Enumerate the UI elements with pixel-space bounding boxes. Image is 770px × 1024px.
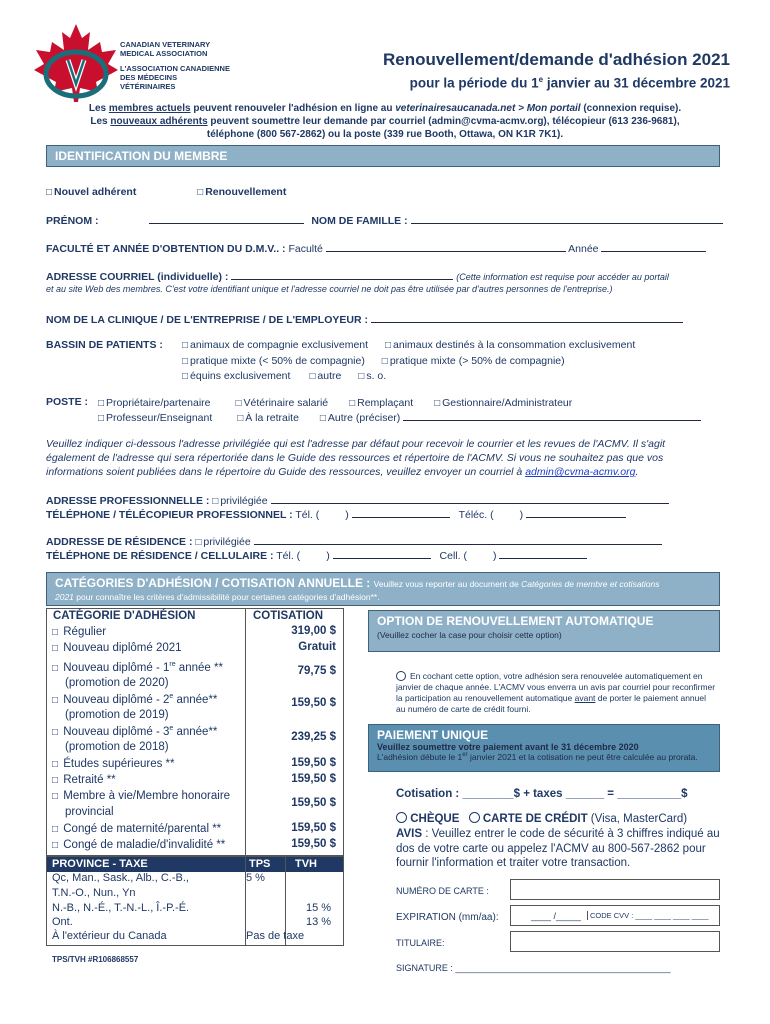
intro-text: Les membres actuels peuvent renouveler l'adhésion en ligne au veterinairesaucanada.net > Mon portail (connexion requise). Les nouveaux adhérents peuvent soumettre leur demande par courriel (admin@cvma-acmv.org), télécopieur (613 236-9681), téléphone (800 567-2862) ou la poste (339 rue Booth, Ottawa, ON K1R 7K1). [88, 103, 682, 140]
patients-mixed-gt-checkbox[interactable]: □ [381, 355, 388, 367]
patients-options: □ animaux de compagnie exclusivement □ animaux destinés à la consommation exclusivement □ pratique mixte (< 50% de compagnie) □ pratique mixte (> 50% de compagnie) □ équins exclusivement □ autre □ s. o. [182, 339, 636, 382]
poste-other-field[interactable] [403, 411, 701, 421]
category-fee: 159,50 $ [291, 757, 336, 769]
poste-locum-checkbox[interactable]: □ [349, 398, 356, 409]
cheque-radio[interactable] [396, 812, 407, 823]
poste-manager-checkbox[interactable]: □ [434, 398, 441, 409]
category-row: □ Retraité ** [52, 774, 116, 786]
category-row: □ Nouveau diplômé 2021 [52, 642, 182, 654]
category-fee: 159,50 $ [291, 773, 336, 785]
pro-phone-row: TÉLÉPHONE / TÉLÉCOPIEUR PROFESSIONNEL : Tél. ( ) Téléc. ( ) [46, 508, 626, 521]
tax-row-tvh: 15 % [306, 902, 332, 914]
payment-method: CHÈQUE CARTE DE CRÉDIT (Visa, MasterCard) [396, 812, 687, 825]
home-preferred-checkbox[interactable]: □ [195, 537, 202, 548]
category-row: □ Congé de maladie/d'invalidité ** [52, 839, 226, 851]
renewal-checkbox[interactable]: □ [197, 187, 204, 198]
patients-companion-checkbox[interactable]: □ [182, 340, 189, 351]
cell-phone-field[interactable] [499, 549, 587, 559]
category-col-header: CATÉGORIE D'ADHÉSION [53, 610, 196, 622]
category-checkbox[interactable]: □ [52, 643, 59, 654]
faculty-row: FACULTÉ ET ANNÉE D'OBTENTION DU D.M.V.. : Faculté Année [46, 242, 706, 255]
patients-other-checkbox[interactable]: □ [309, 371, 316, 382]
pro-preferred-checkbox[interactable]: □ [212, 496, 219, 507]
category-fee: 319,00 $ [291, 625, 336, 637]
poste-retired-checkbox[interactable]: □ [237, 413, 244, 424]
last-name-field[interactable] [411, 214, 723, 224]
cvv-field[interactable]: CODE CVV : ____ ____ ____ ____ [587, 911, 708, 920]
pro-address-row: ADRESSE PROFESSIONNELLE : □ privilégiée [46, 494, 669, 507]
first-name-field[interactable] [149, 214, 304, 224]
poste-owner-checkbox[interactable]: □ [98, 398, 105, 409]
category-fee: 159,50 $ [291, 838, 336, 850]
membership-type: □ Nouvel adhérent □ Renouvellement [46, 186, 287, 198]
category-row: □ Congé de maternité/parental ** [52, 823, 222, 835]
home-phone-field[interactable] [333, 549, 431, 559]
faculty-field[interactable] [326, 242, 566, 252]
card-radio[interactable] [469, 812, 480, 823]
poste-options: □ Propriétaire/partenaire □ Vétérinaire salarié □ Remplaçant □ Gestionnaire/Administrateur □ Professeur/Enseignant □ À la retraite □ Autre (préciser) [98, 396, 701, 426]
new-member-checkbox[interactable]: □ [46, 187, 53, 198]
category-checkbox[interactable]: □ [52, 759, 59, 770]
payment-header: PAIEMENT UNIQUE Veuillez soumettre votre paiement avant le 31 décembre 2020 L'adhésion débute le 1er janvier 2021 et la cotisation ne peut être calculée au prorata. [368, 724, 720, 772]
maple-leaf-logo-icon [30, 22, 122, 102]
auto-renew-text: En cochant cette option, votre adhésion sera renouvelée automatiquement en janvier de chaque année. L'ACMV vous enverra un avis par courriel pour reconfirmer la participation au renouvellement automatique avant de porter le paiement annuel au numéro de carte de crédit fourni. [396, 671, 716, 714]
poste-salaried-checkbox[interactable]: □ [235, 398, 242, 409]
tax-registration: TPS/TVH #R106868557 [52, 955, 139, 964]
holder-label: TITULAIRE: [396, 938, 445, 948]
tax-tps-header: TPS [249, 858, 271, 870]
auto-renew-header: OPTION DE RENOUVELLEMENT AUTOMATIQUE (Veuillez cocher la case pour choisir cette option) [368, 610, 720, 652]
tax-row-province: T.N.-O., Nun., Yn [52, 887, 136, 899]
tax-row-tps: Pas de taxe [246, 930, 305, 942]
category-fee: 159,50 $ [291, 697, 336, 709]
signature-line[interactable]: SIGNATURE : ___________________________________________ [396, 963, 671, 973]
holder-field[interactable] [510, 931, 720, 952]
pro-phone-field[interactable] [352, 508, 450, 518]
category-checkbox[interactable]: □ [52, 726, 59, 738]
patients-food-checkbox[interactable]: □ [384, 340, 392, 351]
card-number-label: NUMÉRO DE CARTE : [396, 886, 489, 896]
tax-tvh-header: TVH [295, 858, 317, 870]
email-note: et au site Web des membres. C'est votre identifiant unique et l'adresse courriel ne doit pas être utilisée par d'autres personnes de l'entreprise.) [46, 284, 613, 294]
home-address-field[interactable] [254, 535, 662, 545]
page-subtitle: pour la période du 1e janvier au 31 décembre 2021 [409, 75, 730, 91]
home-phone-row: TÉLÉPHONE DE RÉSIDENCE / CELLULAIRE : Tél. ( ) Cell. ( ) [46, 549, 587, 562]
cotisation-calc: Cotisation : ________$ + taxes ______ = __________$ [396, 788, 688, 800]
category-checkbox[interactable]: □ [52, 694, 59, 706]
category-checkbox[interactable]: □ [52, 775, 59, 786]
tax-row-province: À l'extérieur du Canada [52, 930, 167, 942]
email-field[interactable] [231, 270, 453, 280]
fee-col-header: COTISATION [253, 610, 324, 622]
cvma-logo [30, 22, 230, 102]
tax-row-province: N.-B., N.-É., T.-N.-L., Î.-P.-É. [52, 902, 190, 914]
categories-section-header: CATÉGORIES D'ADHÉSION / COTISATION ANNUELLE : Veuillez vous reporter au document de Catégories de membre et cotisations 2021 pour connaître les critères d'admissibilité pour certaines catégories d'adhésion**. [46, 572, 720, 606]
admin-email-link[interactable]: admin@cvma-acmv.org [525, 466, 636, 478]
tax-row-province: Ont. [52, 916, 73, 928]
avis-text: AVIS : Veuillez entrer le code de sécurité à 3 chiffres indiqué au dos de votre carte ou appelez l'ACMV au 800-567-2862 pour fournir l'information et traiter votre transaction. [396, 828, 720, 869]
category-row: □ Études supérieures ** [52, 758, 175, 770]
tax-row-province: Qc, Man., Sask., Alb., C.-B., [52, 872, 189, 884]
clinic-field[interactable] [371, 313, 683, 323]
card-number-field[interactable] [510, 879, 720, 900]
preferred-address-note: Veuillez indiquer ci-dessous l'adresse privilégiée qui est l'adresse par défaut pour recevoir le courrier et les revues de l'ACMV. Il s'agit également de l'adresse qui sera répertoriée dans le Guide des ressources et répertoire de l'ACMV. Si vous ne souhaitez pas que vos informations soient publiées dans le répertoire du Guide des ressources, veuillez envoyer un courriel à admin@cvma-acmv.org. [46, 438, 666, 478]
pro-address-field[interactable] [271, 494, 669, 504]
category-checkbox[interactable]: □ [52, 662, 59, 674]
category-row: □ Régulier [52, 626, 107, 638]
expiry-field[interactable]: ____ /_____ CODE CVV : ____ ____ ____ ____ [510, 905, 720, 926]
tax-row-tps: 5 % [246, 872, 265, 884]
patients-row: BASSIN DE PATIENTS : [46, 339, 163, 351]
category-checkbox[interactable]: □ [52, 840, 59, 851]
category-row: □ Nouveau diplômé - 1re année ** (promotion de 2020) [52, 661, 223, 690]
member-section-header: IDENTIFICATION DU MEMBRE [46, 145, 720, 167]
poste-label: POSTE : [46, 396, 89, 408]
category-fee: 79,75 $ [297, 665, 336, 677]
poste-professor-checkbox[interactable]: □ [98, 413, 105, 424]
patients-mixed-lt-checkbox[interactable]: □ [182, 355, 189, 367]
org-name-fr: L'ASSOCIATION CANADIENNE DES MÉDECINS VÉTÉRINAIRES [120, 64, 230, 91]
category-fee: 159,50 $ [291, 822, 336, 834]
patients-na-checkbox[interactable]: □ [358, 371, 365, 382]
category-fee: 159,50 $ [291, 797, 336, 809]
category-row: □ Membre à vie/Membre honoraire provincial [52, 790, 231, 818]
page-title: Renouvellement/demande d'adhésion 2021 [383, 50, 730, 69]
patients-equine-checkbox[interactable]: □ [182, 371, 189, 382]
category-row: □ Nouveau diplômé - 3e année** (promotion de 2018) [52, 725, 218, 754]
year-field[interactable] [601, 242, 706, 252]
category-fee: Gratuit [298, 641, 336, 653]
category-fee: 239,25 $ [291, 731, 336, 743]
name-row: PRÉNOM : NOM DE FAMILLE : [46, 214, 723, 227]
category-checkbox[interactable]: □ [52, 627, 59, 638]
category-checkbox[interactable]: □ [52, 824, 59, 835]
email-row: ADRESSE COURRIEL (individuelle) : (Cette information est requise pour accéder au portail [46, 271, 669, 283]
category-checkbox[interactable]: □ [52, 791, 59, 802]
expiry-label: EXPIRATION (mm/aa): [396, 912, 499, 923]
clinic-row: NOM DE LA CLINIQUE / DE L'ENTREPRISE / DE L'EMPLOYEUR : [46, 313, 683, 326]
category-row: □ Nouveau diplômé - 2e année** (promotion de 2019) [52, 693, 218, 722]
org-name-en: CANADIAN VETERINARY MEDICAL ASSOCIATION [120, 40, 211, 58]
pro-fax-field[interactable] [526, 508, 626, 518]
tax-row-tvh: 13 % [306, 916, 332, 928]
tax-prov-header: PROVINCE - TAXE [52, 858, 148, 870]
poste-other-checkbox[interactable]: □ [319, 413, 326, 424]
home-address-row: ADDRESSE DE RÉSIDENCE : □ privilégiée [46, 535, 662, 548]
